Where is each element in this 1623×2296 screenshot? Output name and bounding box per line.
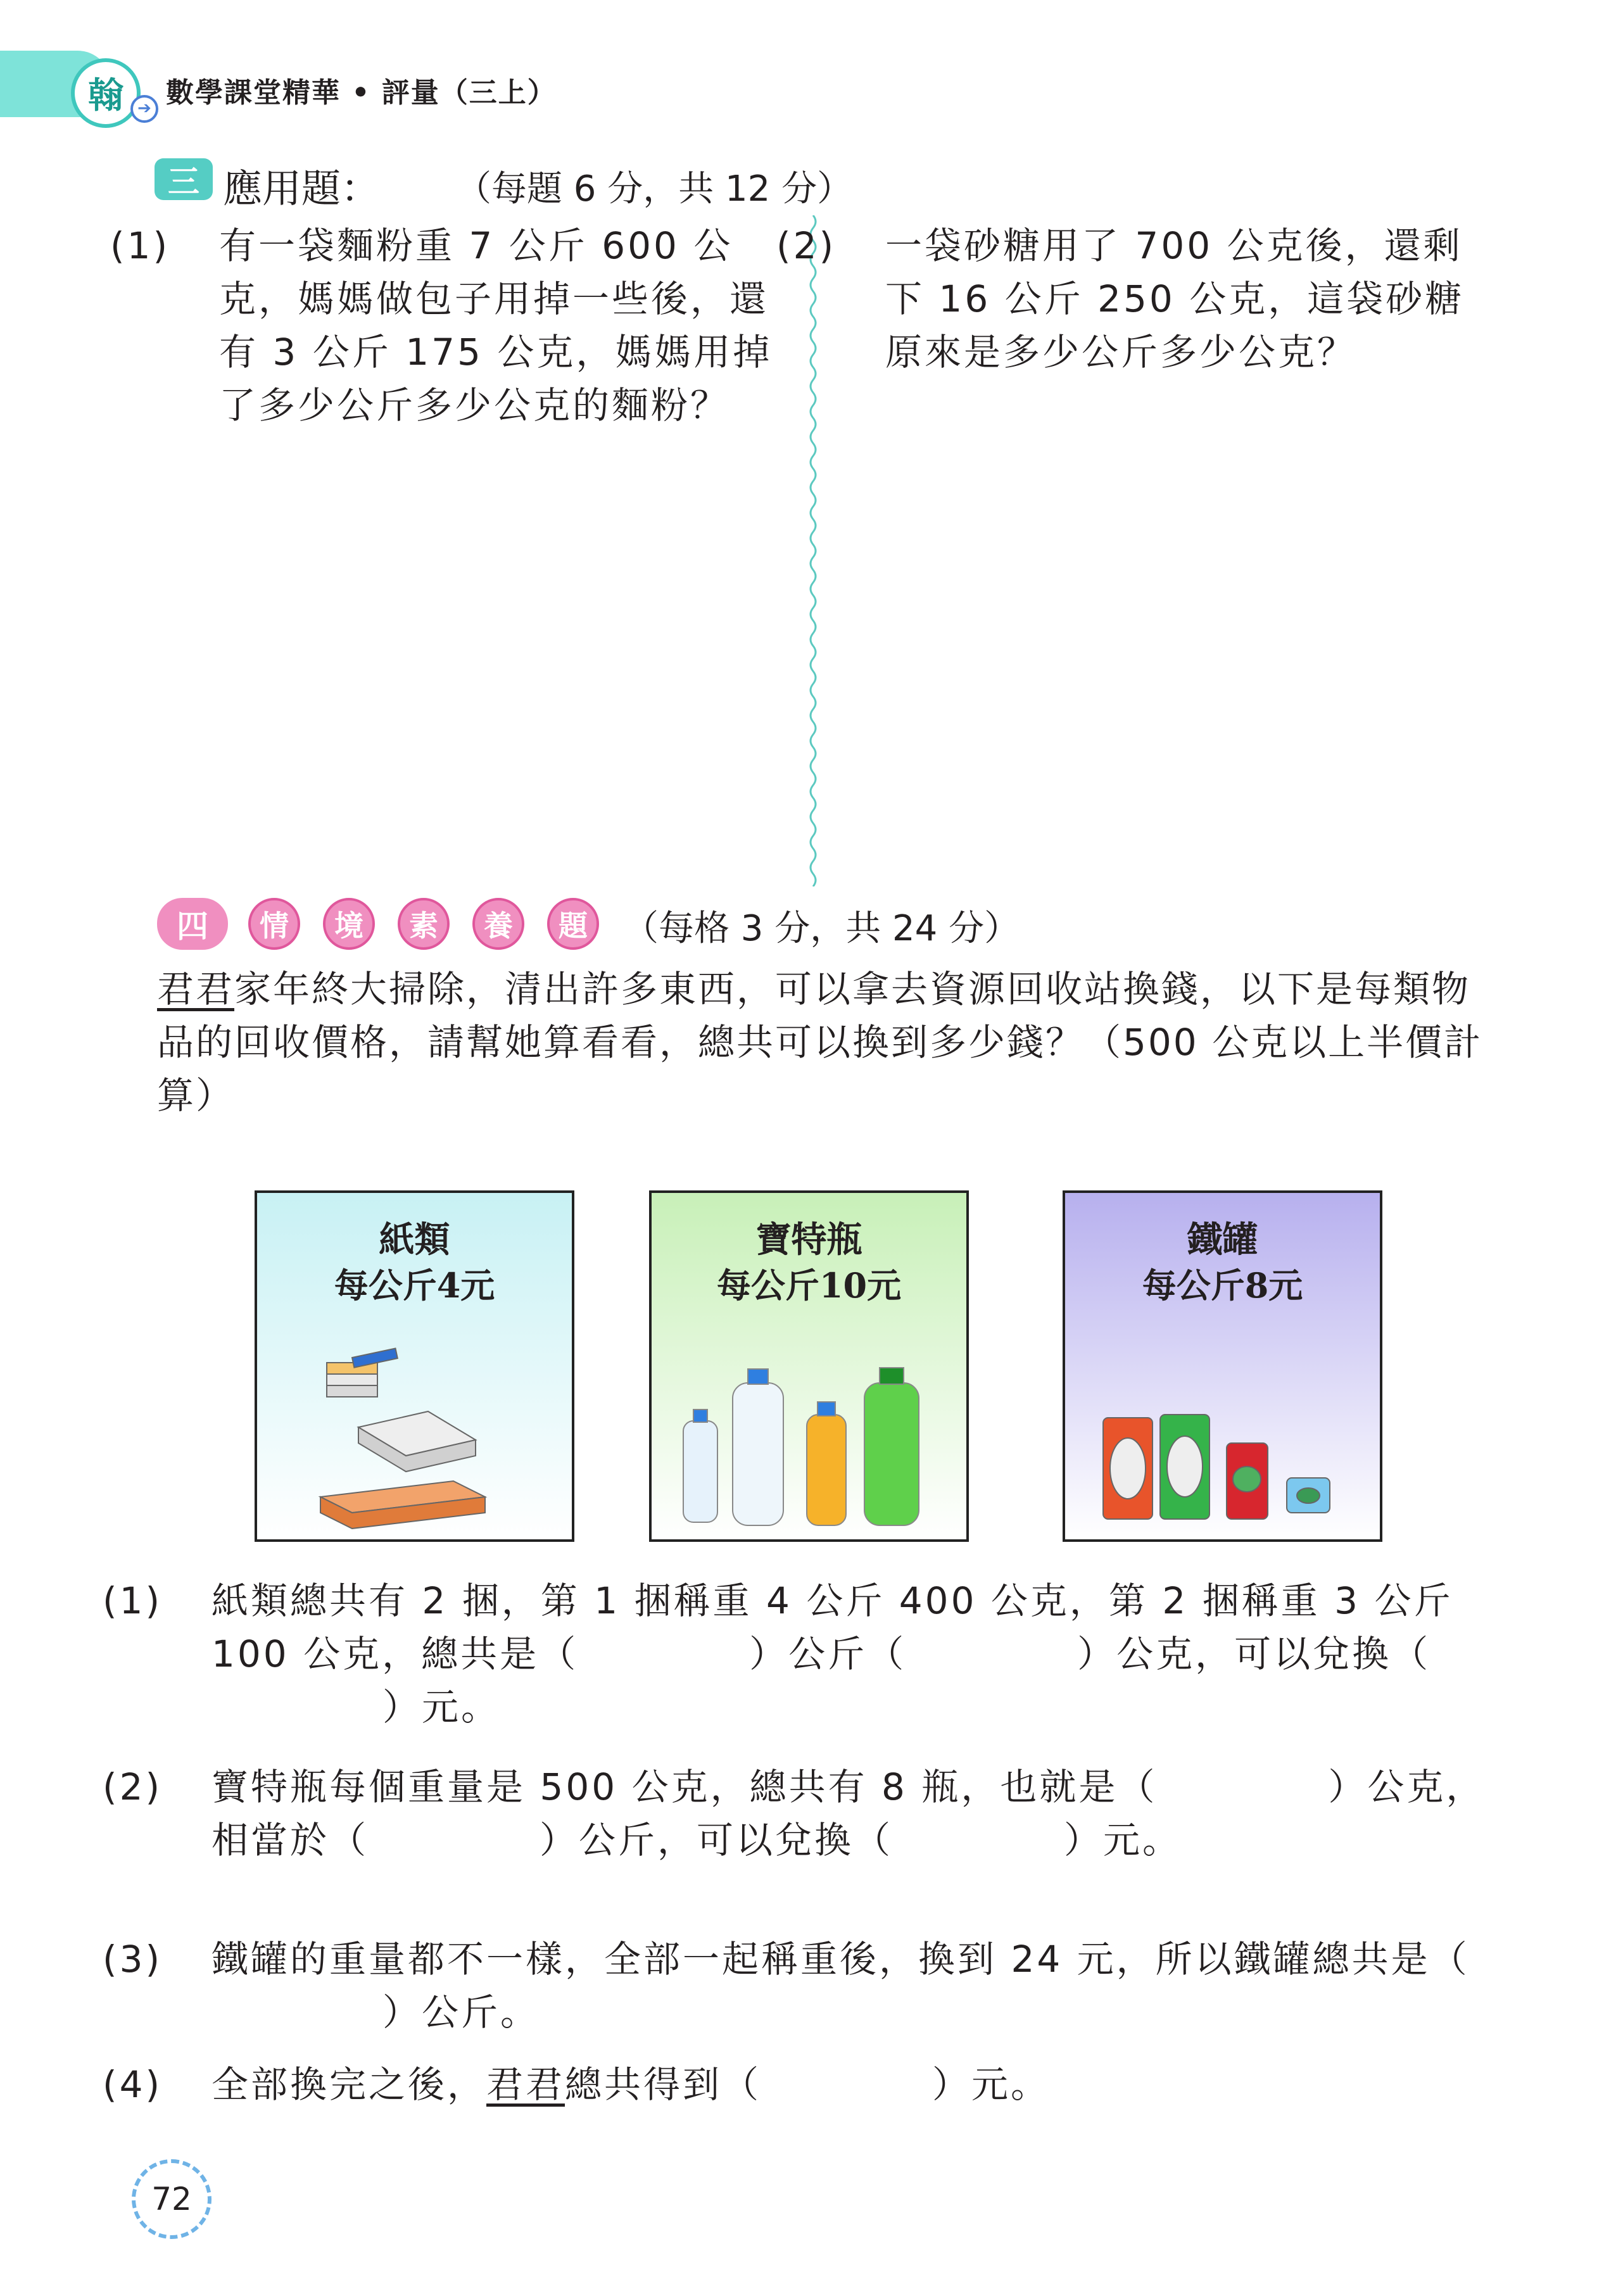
price-card-paper	[255, 1190, 574, 1542]
question-text: 全部換完之後，	[212, 2063, 487, 2106]
price-card-bottles	[649, 1190, 969, 1542]
question-number: (2)	[103, 1765, 163, 1808]
card-price: 每公斤10元	[716, 1265, 902, 1306]
sub-question-3	[103, 1933, 1493, 2039]
sub-question-2	[103, 1760, 1493, 1867]
publisher-logo: 翰	[71, 58, 141, 128]
section-3-score: （每題 6 分，共 12 分）	[456, 168, 853, 210]
card-title: 鐵罐	[1187, 1219, 1258, 1261]
section-4-score: （每格 3 分，共 24 分）	[623, 908, 1020, 949]
question-text: 一袋砂糖用了 700 公克後，還剩下 16 公斤 250 公克，這袋砂糖原來是多少公斤多少公克？	[885, 224, 1465, 374]
question-number: (1)	[110, 224, 170, 267]
question-text: ）公克，可以兌換（	[1077, 1632, 1431, 1675]
title-char: 題	[547, 898, 599, 950]
card-price: 每公斤4元	[334, 1265, 495, 1306]
sub-question-1	[103, 1574, 1493, 1734]
question-number: (1)	[103, 1579, 163, 1622]
title-char: 境	[323, 898, 375, 950]
question-text: ）元。	[382, 1686, 501, 1729]
character-name: 君君	[157, 968, 235, 1011]
title-char: 素	[398, 898, 450, 950]
section-3-title: 應用題：	[223, 165, 381, 211]
wavy-divider	[807, 215, 819, 886]
question-text: 總共得到（	[565, 2063, 762, 2106]
word-problem-2	[776, 219, 1496, 379]
scenario-body: 家年終大掃除，清出許多東西，可以拿去資源回收站換錢，以下是每類物品的回收價格，請幫她算看看，總共可以換到多少錢？（500 公克以上半價計算）	[157, 968, 1483, 1117]
question-text: ）元。	[932, 2063, 1051, 2106]
paper-bundles-icon	[257, 1193, 572, 1539]
character-name: 君君	[486, 2063, 565, 2106]
question-text: ）元。	[1064, 1819, 1182, 1862]
plastic-bottles-icon	[652, 1193, 966, 1539]
question-text: 鐵罐的重量都不一樣，全部一起稱重後，換到 24 元，所以鐵罐總共是（	[212, 1938, 1470, 1981]
section-3-badge: 三	[155, 158, 213, 200]
card-price: 每公斤8元	[1142, 1265, 1303, 1306]
question-number: (2)	[776, 224, 837, 267]
title-char: 養	[472, 898, 524, 950]
metal-cans-icon	[1065, 1193, 1380, 1539]
price-card-cans	[1063, 1190, 1382, 1542]
question-text: ）公克，相當於（	[212, 1765, 1486, 1862]
question-number: (3)	[103, 1938, 163, 1981]
question-text: ）公斤。	[382, 1991, 540, 2034]
scenario-text	[157, 962, 1487, 1122]
page-number: 72	[132, 2159, 212, 2239]
card-title: 紙類	[379, 1219, 450, 1261]
question-text: 有一袋麵粉重 7 公斤 600 公克，媽媽做包子用掉一些後，還有 3 公斤 175 公克，媽媽用掉了多少公斤多少公克的麵粉？	[219, 224, 773, 427]
question-text: 紙類總共有 2 捆，第 1 捆稱重 4 公斤 400 公克，第 2 捆稱重 3 公斤 100 公克，總共是（	[212, 1579, 1453, 1675]
arrow-right-icon: ➔	[130, 95, 158, 123]
section-4-badge: 四	[157, 898, 228, 950]
question-number: (4)	[103, 2063, 163, 2106]
word-problem-1	[110, 219, 804, 432]
sub-question-4	[103, 2058, 1493, 2111]
book-title: 數學課堂精華 • 評量（三上）	[166, 77, 557, 109]
question-text: ）公斤，可以兌換（	[540, 1819, 894, 1862]
title-char: 情	[248, 898, 300, 950]
card-title: 寶特瓶	[755, 1219, 862, 1261]
question-text: 寶特瓶每個重量是 500 公克，總共有 8 瓶，也就是（	[212, 1765, 1158, 1808]
question-text: ）公斤（	[749, 1632, 907, 1675]
